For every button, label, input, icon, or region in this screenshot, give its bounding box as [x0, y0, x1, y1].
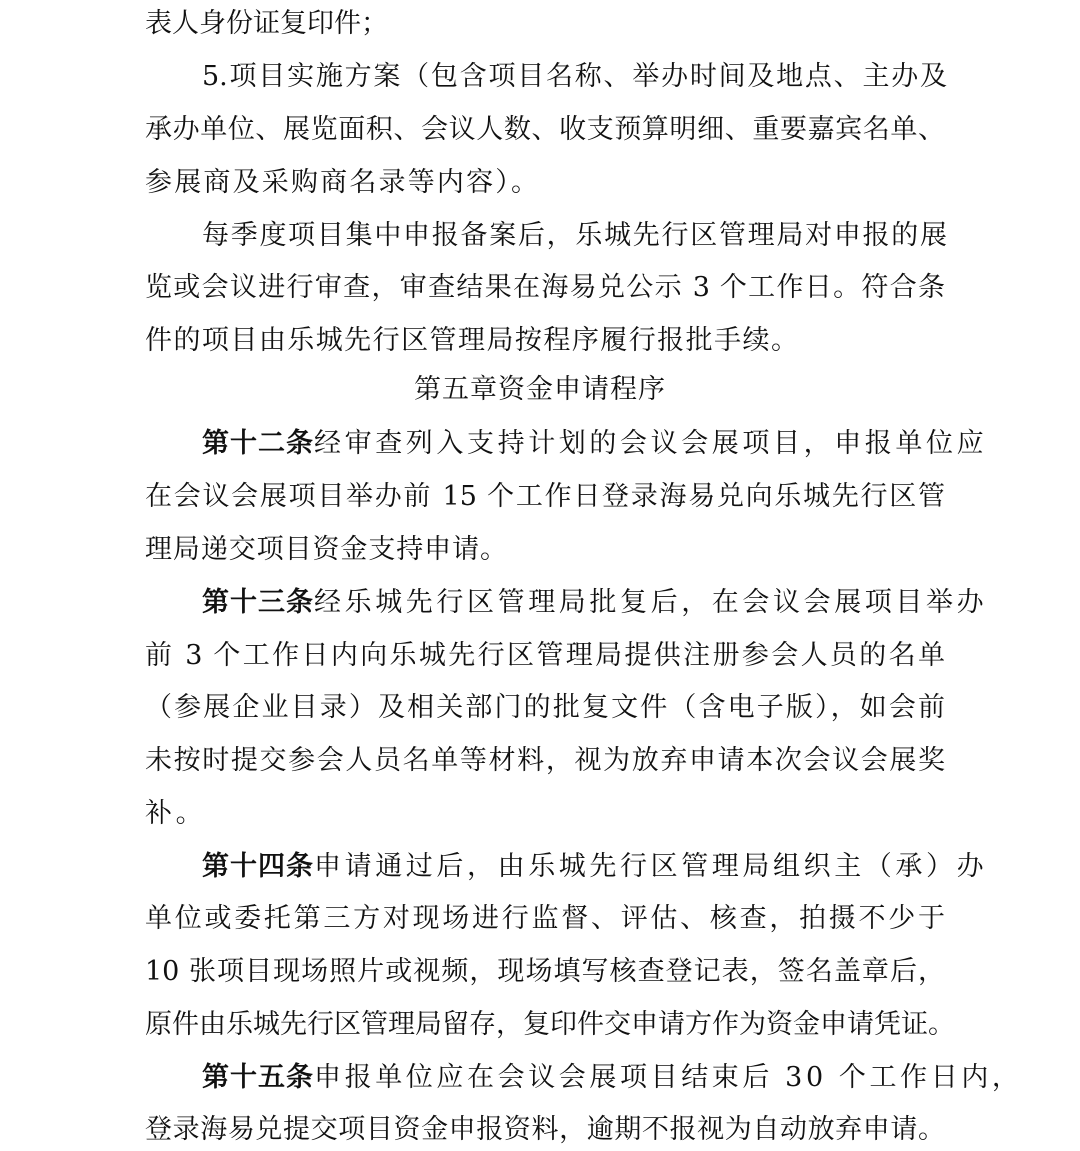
- article-15-label: 第十五条: [202, 1062, 314, 1093]
- article-15-first-line: [202, 1058, 1023, 1098]
- text-line: 件的项目由乐城先行区管理局按程序履行报批手续。: [145, 325, 798, 356]
- article-12-text: 经审查列入支持计划的会议会展项目，申报单位应: [314, 428, 988, 459]
- article-14-text: 申请通过后，由乐城先行区管理局组织主（承）办: [314, 851, 988, 882]
- article-13-label: 第十三条: [202, 587, 314, 618]
- text-line: 参展商及采购商名录等内容）。: [145, 167, 538, 198]
- text-line: 补。: [145, 798, 207, 829]
- article-14-label: 第十四条: [202, 851, 314, 882]
- article-13-text: 经乐城先行区管理局批复后，在会议会展项目举办: [314, 587, 988, 618]
- text-line: 览或会议进行审查，审查结果在海易兑公示 3 个工作日。符合条: [145, 272, 945, 303]
- text-line: 前 3 个工作日内向乐城先行区管理局提供注册参会人员的名单: [145, 640, 945, 671]
- article-12-first-line: [202, 424, 988, 464]
- text-line: 登录海易兑提交项目资金申报资料，逾期不报视为自动放弃申请。: [145, 1114, 945, 1145]
- text-line: 未按时提交参会人员名单等材料，视为放弃申请本次会议会展奖: [145, 745, 945, 776]
- text-line: 每季度项目集中申报备案后，乐城先行区管理局对申报的展: [202, 220, 947, 251]
- text-line: 5.项目实施方案（包含项目名称、举办时间及地点、主办及: [202, 61, 947, 92]
- text-line: 在会议会展项目举办前 15 个工作日登录海易兑向乐城先行区管: [145, 481, 945, 512]
- text-line: 原件由乐城先行区管理局留存，复印件交申请方作为资金申请凭证。: [145, 1009, 955, 1040]
- text-line: 承办单位、展览面积、会议人数、收支预算明细、重要嘉宾名单、: [145, 114, 945, 145]
- article-13-first-line: [202, 583, 988, 623]
- text-line: 理局递交项目资金支持申请。: [145, 534, 507, 565]
- article-12-label: 第十二条: [202, 428, 314, 459]
- article-14-first-line: [202, 847, 988, 887]
- text-line: 表人身份证复印件；: [145, 8, 388, 39]
- chapter-heading: 第五章资金申请程序: [414, 374, 666, 405]
- text-line: 单位或委托第三方对现场进行监督、评估、核查，拍摄不少于: [145, 903, 945, 934]
- text-line: （参展企业目录）及相关部门的批复文件（含电子版），如会前: [145, 692, 945, 723]
- article-15-text: 申报单位应在会议会展项目结束后 30 个工作日内，: [314, 1062, 1023, 1093]
- text-line: 10 张项目现场照片或视频，现场填写核查登记表，签名盖章后，: [145, 956, 945, 987]
